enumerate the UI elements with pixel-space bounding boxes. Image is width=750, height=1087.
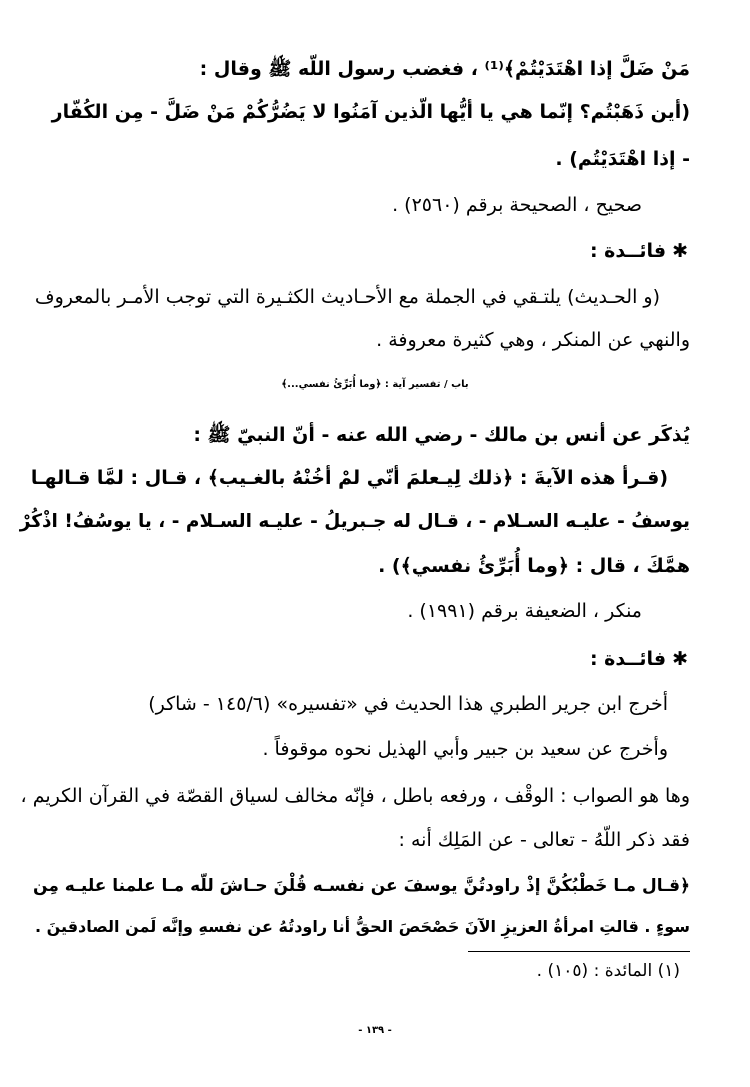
text-line-1: مَنْ ضَلَّ إذا اهْتَدَيْتُمْ﴾⁽¹⁾ ، فغضب رسول اللّه ﷺ وقال :	[199, 58, 690, 80]
faida-label-1: فائــدة :	[589, 240, 667, 262]
faida-heading-2	[590, 646, 688, 672]
asterisk-icon: ✱	[672, 648, 688, 670]
text-line-12: همَّكَ ، قال : ﴿وما أُبَرِّئُ نفسي﴾) .	[378, 555, 690, 577]
faida-label-2: فائــدة :	[589, 648, 667, 670]
page-number: - ١٣٩ -	[358, 1025, 392, 1036]
text-line-7: والنهي عن المنكر ، وهي كثيرة معروفة .	[376, 329, 690, 351]
text-line-19: ﴿قـال مـا خَطْبُكُنَّ إذْ راودتُنَّ يوسفَ عن نفسـه قُلْنَ حـاشَ للّه مـا علمنا عليـه مِن	[33, 876, 690, 896]
chapter-heading: باب / تفسير آية : ﴿وما أُبَرِّئُ نفسي...﴾	[281, 379, 469, 390]
text-line-11: يوسفُ - عليـه السـلام - ، قـال له جـبريلُ - عليـه السـلام - ، يا يوسُفُ! اذْكُرْ	[19, 511, 690, 532]
faida-heading-1	[590, 238, 688, 264]
footnote-rule	[468, 951, 690, 952]
text-line-10: (قـرأ هذه الآيةَ : ﴿ذلك لِيـعلمَ أنّي لمْ أخُنْهُ بالغـيب﴾ ، قـال : لمَّا قـالهـا	[30, 467, 668, 489]
text-line-6: (و الحـديث) يلتـقي في الجملة مع الأحـاديث الكثـيرة التي توجب الأمـر بالمعروف	[34, 286, 660, 308]
grading-line-1: صحيح ، الصحيحة برقم (٢٥٦٠) .	[392, 194, 642, 216]
text-line-3: - إذا اهْتَدَيْتُم) .	[555, 148, 690, 170]
text-line-20: سوءٍ . قالتِ امرأةُ العزيزِ الآنَ حَصْحَصَ الحقُّ أنا راودتُهُ عن نفسهِ وإنَّه لَمن الصادقينَ .	[34, 917, 690, 936]
text-line-9: يُذكَر عن أنس بن مالك - رضي الله عنه - أنّ النبيّ ﷺ :	[193, 424, 690, 446]
footnote: (١) المائدة : (١٠٥) .	[536, 961, 680, 981]
text-line-16: وأخرج عن سعيد بن جبير وأبي الهذيل نحوه موقوفاً .	[262, 738, 668, 760]
text-line-15: أخرج ابن جرير الطبري هذا الحديث في «تفسيره» (١٤٥/٦ - شاكر)	[148, 693, 668, 715]
asterisk-icon: ✱	[672, 240, 688, 262]
text-line-18: فقد ذكر اللّهُ - تعالى - عن المَلِك أنه :	[398, 829, 690, 851]
text-line-2: (أين ذَهَبْتُم؟ إنّما هي يا أيُّها الّذين آمَنُوا لا يَضُرُّكُمْ مَنْ ضَلَّ - مِن الكُفّار	[51, 101, 690, 123]
text-line-17: وها هو الصواب : الوقْف ، ورفعه باطل ، فإنّه مخالف لسياق القصّة في القرآن الكريم ،	[20, 785, 690, 807]
grading-line-2: منكر ، الضعيفة برقم (١٩٩١) .	[407, 600, 642, 622]
